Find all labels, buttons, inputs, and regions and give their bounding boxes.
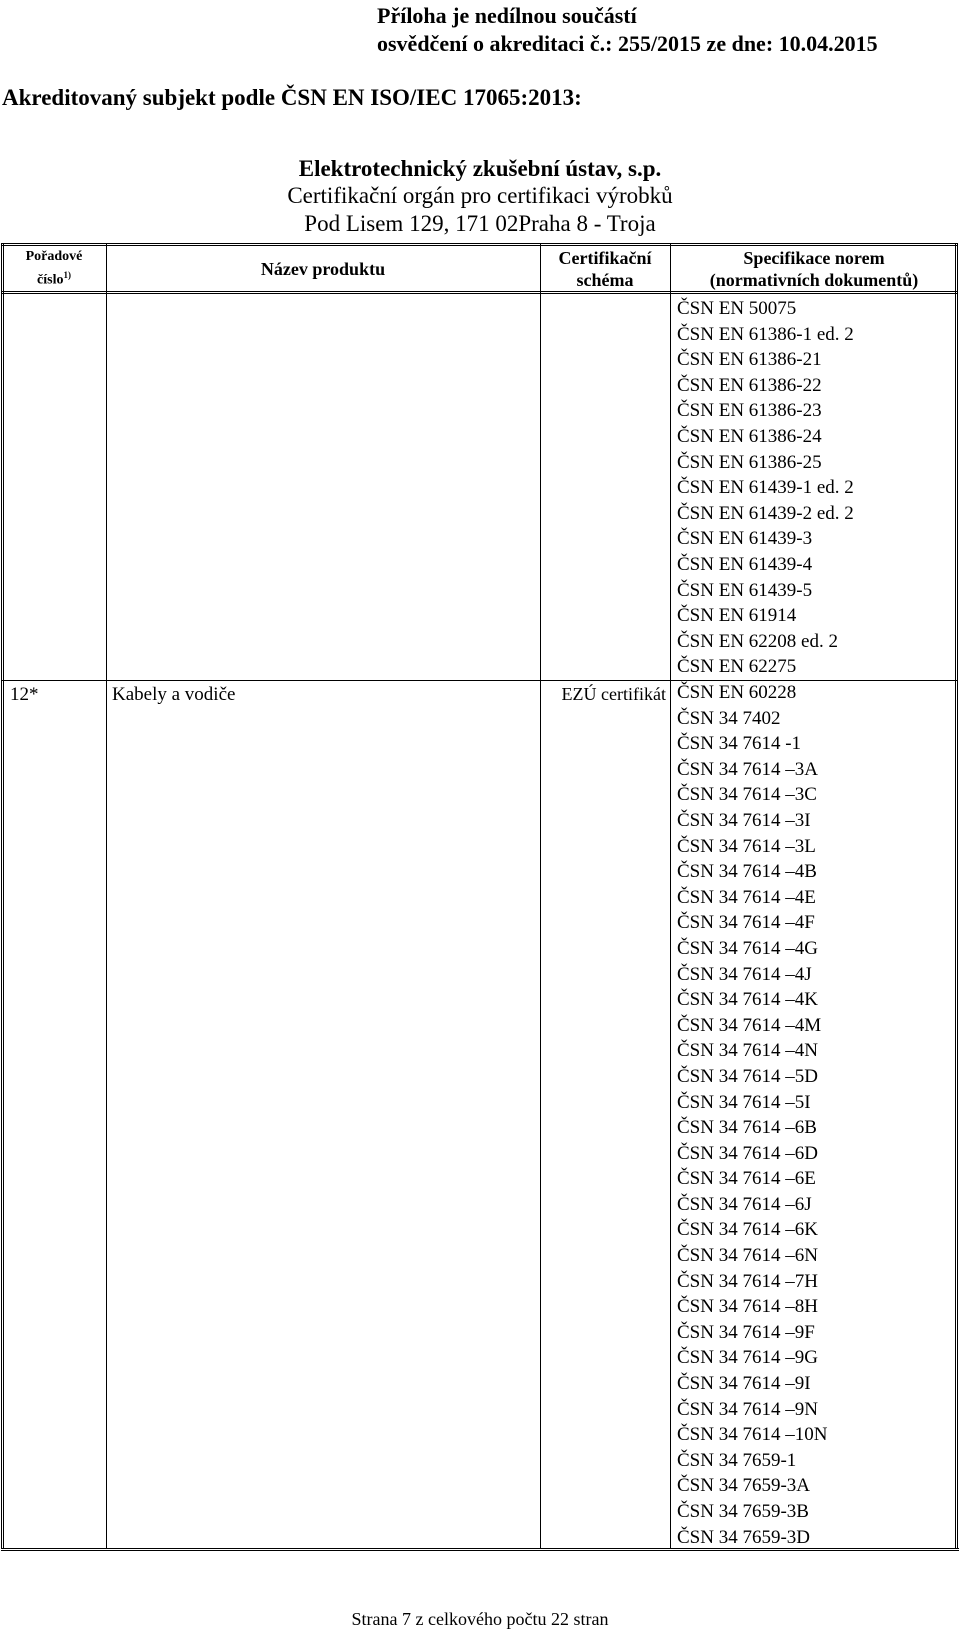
spec-item: ČSN 34 7614 –9I <box>677 1373 811 1395</box>
row-number: 12* <box>10 684 39 705</box>
row-spec-list <box>677 680 827 1550</box>
spec-item: ČSN 34 7614 –6D <box>677 1142 818 1164</box>
spec-item: ČSN 34 7402 <box>677 707 781 729</box>
spec-item: ČSN EN 61439-3 <box>677 528 813 550</box>
spec-item: ČSN EN 62208 ed. 2 <box>677 630 838 652</box>
spec-item: ČSN 34 7659-3A <box>677 1475 811 1497</box>
column-header-product: Název produktu <box>106 243 540 294</box>
column-header-order: Pořadové číslo$^{1)}$ <box>2 243 106 294</box>
spec-item: ČSN 34 7659-1 <box>677 1449 797 1471</box>
spec-item: ČSN EN 61439-5 <box>677 579 813 601</box>
spec-item: ČSN 34 7614 –7H <box>677 1270 818 1292</box>
spec-item: ČSN EN 61386-22 <box>677 374 822 396</box>
spec-item: ČSN 34 7614 –6N <box>677 1245 818 1267</box>
spec-item: ČSN 34 7614 –3C <box>677 784 817 806</box>
entity-name: Elektrotechnický zkušební ústav, s.p. <box>298 156 662 181</box>
spec-item: ČSN 34 7614 –4E <box>677 886 816 908</box>
column-divider-2 <box>540 243 541 1549</box>
spec-item: ČSN 34 7614 –6J <box>677 1193 812 1215</box>
spec-item: ČSN 34 7614 -1 <box>677 733 802 755</box>
spec-item: ČSN 34 7614 –8H <box>677 1296 818 1318</box>
continued-spec-list <box>677 296 854 680</box>
spec-item: ČSN 34 7614 –3L <box>677 835 816 857</box>
spec-item: ČSN 34 7659-3B <box>677 1501 809 1522</box>
spec-item: ČSN EN 50075 <box>677 298 797 319</box>
spec-item: ČSN 34 7614 –4B <box>677 861 817 883</box>
spec-item: ČSN EN 60228 <box>677 682 797 703</box>
spec-item: ČSN 34 7659-3D <box>677 1526 811 1548</box>
column-divider-3 <box>670 243 671 1549</box>
spec-item: ČSN 34 7614 –4N <box>677 1040 818 1062</box>
spec-item: ČSN 34 7614 –3A <box>677 758 818 780</box>
column-header-scheme: Certifikační schéma <box>540 243 670 294</box>
table-border-right <box>955 243 958 1549</box>
spec-item: ČSN EN 61439-2 ed. 2 <box>677 502 854 524</box>
spec-item: ČSN 34 7614 –9N <box>677 1398 818 1420</box>
spec-item: ČSN 34 7614 –6E <box>677 1168 816 1190</box>
spec-item: ČSN 34 7614 –4F <box>677 912 815 934</box>
row-scheme: EZÚ certifikát <box>561 684 666 704</box>
spec-item: ČSN 34 7614 –10N <box>677 1424 828 1446</box>
spec-item: ČSN 34 7614 –4M <box>677 1014 822 1036</box>
row-product-name: Kabely a vodiče <box>112 684 236 705</box>
spec-item: ČSN EN 61439-4 <box>677 553 813 575</box>
accredited-subject-heading: Akreditovaný subjekt podle ČSN EN ISO/IEC 17065:2013: <box>2 85 582 110</box>
annex-note <box>377 2 960 58</box>
spec-item: ČSN 34 7614 –4K <box>677 989 818 1011</box>
spec-item: ČSN EN 61386-1 ed. 2 <box>677 323 854 345</box>
spec-item: ČSN EN 61386-25 <box>677 451 822 473</box>
spec-item: ČSN EN 62275 <box>677 656 797 678</box>
annex-line-2: osvědčení o akreditaci č.: 255/2015 ze dne: 10.04.2015 <box>377 31 878 56</box>
entity-address: Pod Lisem 129, 171 02Praha 8 - Troja <box>304 211 656 236</box>
spec-item: ČSN 34 7614 –3I <box>677 809 811 831</box>
spec-item: ČSN 34 7614 –4G <box>677 937 818 959</box>
spec-item: ČSN EN 61386-24 <box>677 425 822 447</box>
spec-item: ČSN 34 7614 –4J <box>677 963 812 985</box>
spec-item: ČSN 34 7614 –6B <box>677 1117 817 1139</box>
annex-line-1: Příloha je nedílnou součástí <box>377 3 637 28</box>
spec-item: ČSN 34 7614 –5D <box>677 1065 818 1087</box>
spec-item: ČSN EN 61386-21 <box>677 349 822 371</box>
table-border-left <box>1 243 4 1549</box>
page-footer: Strana 7 z celkového počtu 22 stran <box>351 1609 609 1629</box>
column-divider-1 <box>106 243 107 1549</box>
spec-item: ČSN EN 61914 <box>677 605 797 627</box>
spec-item: ČSN 34 7614 –6K <box>677 1219 818 1241</box>
spec-item: ČSN EN 61439-1 ed. 2 <box>677 477 854 499</box>
spec-item: ČSN EN 61386-23 <box>677 400 822 422</box>
spec-item: ČSN 34 7614 –5I <box>677 1091 811 1113</box>
column-header-specs: Specifikace norem (normativních dokumentů) <box>670 243 958 294</box>
spec-item: ČSN 34 7614 –9G <box>677 1347 818 1369</box>
entity-body: Certifikační orgán pro certifikaci výrobků <box>287 183 673 208</box>
spec-item: ČSN 34 7614 –9F <box>677 1321 815 1343</box>
